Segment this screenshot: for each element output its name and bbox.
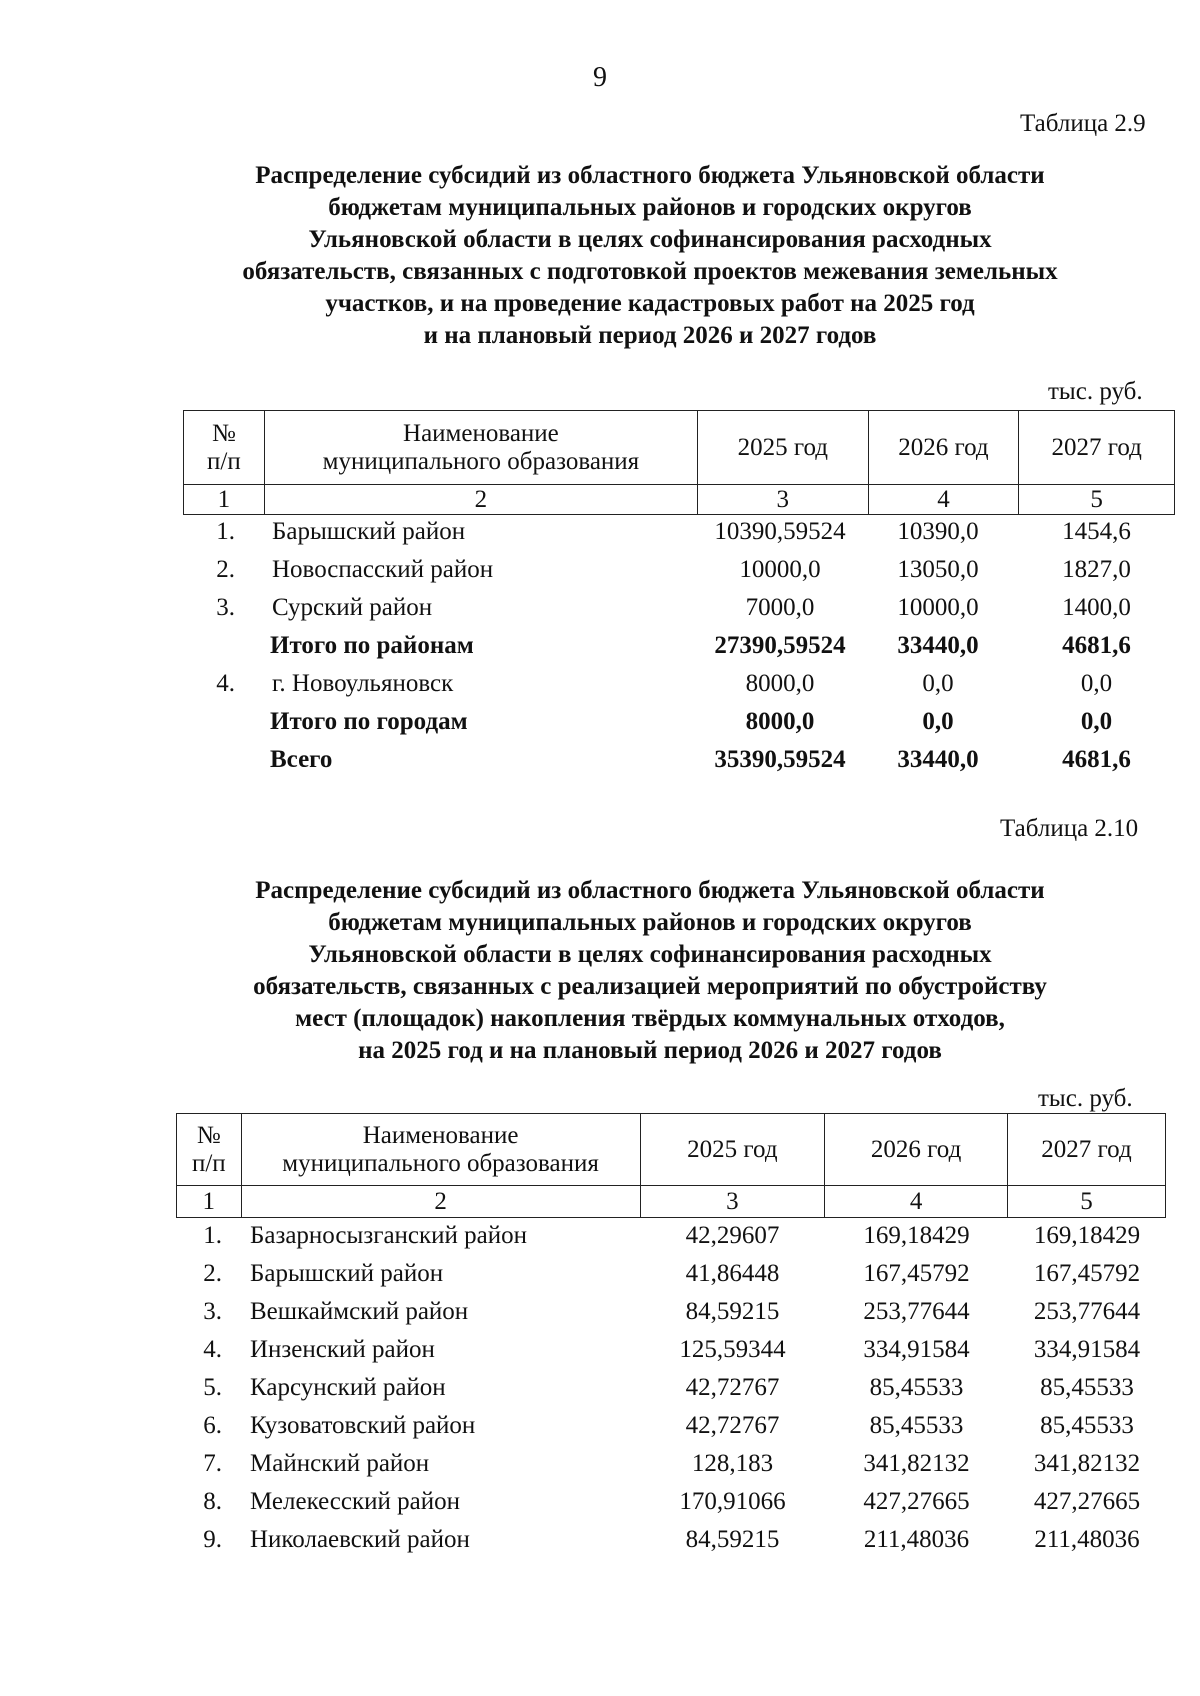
- row-2026: 85,45533: [869, 1412, 964, 1439]
- row-num: 3.: [203, 1298, 222, 1325]
- row-num: 9.: [203, 1526, 222, 1553]
- row-num: 2.: [203, 1260, 222, 1287]
- table-row: [0, 1374, 1200, 1412]
- header-index: 5: [1019, 485, 1175, 515]
- row-name: Всего: [270, 746, 333, 773]
- table-row: [0, 594, 1200, 632]
- table-row: [0, 1298, 1200, 1336]
- title-line: обязательств, связанных с подготовкой проектов межевания земельных: [242, 258, 1058, 285]
- row-name: Итого по районам: [270, 632, 474, 659]
- header-index: 1: [184, 485, 265, 515]
- header-index: 4: [825, 1186, 1008, 1218]
- table-2-9-unit: тыс. руб.: [1048, 378, 1143, 405]
- row-2025: 42,72767: [685, 1412, 780, 1439]
- row-2025: 41,86448: [685, 1260, 780, 1287]
- row-2025: 84,59215: [685, 1526, 780, 1553]
- row-2025: 170,91066: [679, 1488, 786, 1515]
- row-2026: 10000,0: [897, 594, 979, 621]
- table-2-9-body: [0, 518, 1200, 784]
- header-index: 1: [177, 1186, 242, 1218]
- row-2025: 42,72767: [685, 1374, 780, 1401]
- table-2-9-label: Таблица 2.9: [1020, 110, 1146, 137]
- row-2025: 27390,59524: [714, 632, 846, 659]
- table-2-9-title: [150, 160, 1150, 352]
- table-row: [0, 1336, 1200, 1374]
- row-2026: 33440,0: [897, 746, 979, 773]
- title-line: бюджетам муниципальных районов и городских округов: [328, 909, 972, 936]
- title-line: Ульяновской области в целях софинансирования расходных: [308, 226, 992, 253]
- row-2027: 341,82132: [1033, 1450, 1141, 1477]
- row-2026: 341,82132: [863, 1450, 970, 1477]
- row-2025: 10000,0: [739, 556, 821, 583]
- header-2026: 2026 год: [868, 411, 1019, 485]
- table-row: [0, 1412, 1200, 1450]
- table-2-9-header: [183, 410, 1175, 515]
- row-name: Вешкаймский район: [250, 1298, 469, 1325]
- row-2025: 7000,0: [745, 594, 815, 621]
- row-num: 1.: [203, 1222, 222, 1249]
- row-name: Барышский район: [272, 518, 466, 545]
- row-2027: 334,91584: [1033, 1336, 1141, 1363]
- row-2025: 10390,59524: [714, 518, 846, 545]
- header-num: № п/п: [184, 411, 265, 485]
- row-num: 3.: [216, 594, 235, 621]
- header-2026: 2026 год: [825, 1114, 1008, 1186]
- row-name: Мелекесский район: [250, 1488, 461, 1515]
- row-2027: 169,18429: [1033, 1222, 1141, 1249]
- row-2026: 334,91584: [863, 1336, 970, 1363]
- header-name: Наименование муниципального образования: [264, 411, 697, 485]
- page-number: 9: [593, 62, 607, 93]
- row-name: Барышский район: [250, 1260, 444, 1287]
- table-2-10-header: [176, 1113, 1166, 1218]
- title-line: на 2025 год и на плановый период 2026 и 2027 годов: [358, 1037, 942, 1064]
- row-2026: 33440,0: [897, 632, 979, 659]
- header-2025: 2025 год: [640, 1114, 825, 1186]
- row-2026: 85,45533: [869, 1374, 964, 1401]
- header-index: 3: [698, 485, 869, 515]
- header-index: 3: [640, 1186, 825, 1218]
- row-2026: 13050,0: [897, 556, 979, 583]
- row-2026: 0,0: [922, 708, 954, 735]
- table-2-10-label: Таблица 2.10: [1000, 815, 1139, 842]
- row-2025: 8000,0: [745, 708, 815, 735]
- title-line: участков, и на проведение кадастровых работ на 2025 год: [325, 290, 975, 317]
- table-2-10-title: [150, 875, 1150, 1067]
- row-name: Кузоватовский район: [250, 1412, 476, 1439]
- row-num: 4.: [216, 670, 235, 697]
- row-2027: 0,0: [1080, 670, 1113, 697]
- title-line: Распределение субсидий из областного бюджета Ульяновской области: [255, 162, 1045, 189]
- row-2026: 253,77644: [863, 1298, 970, 1325]
- row-2027: 427,27665: [1033, 1488, 1141, 1515]
- row-name: г. Новоульяновск: [272, 670, 454, 697]
- title-line: Распределение субсидий из областного бюджета Ульяновской области: [255, 877, 1045, 904]
- header-index: 5: [1007, 1186, 1165, 1218]
- row-2027: 1400,0: [1062, 594, 1131, 621]
- table-row: [0, 670, 1200, 708]
- row-num: 2.: [216, 556, 235, 583]
- row-num: 5.: [203, 1374, 222, 1401]
- row-2027: 4681,6: [1062, 632, 1131, 659]
- row-2027: 253,77644: [1033, 1298, 1141, 1325]
- row-2025: 128,183: [691, 1450, 774, 1477]
- row-num: 7.: [203, 1450, 222, 1477]
- header-index: 2: [264, 485, 697, 515]
- table-row: [0, 1222, 1200, 1260]
- title-line: Ульяновской области в целях софинансирования расходных: [308, 941, 992, 968]
- row-2026: 427,27665: [863, 1488, 970, 1515]
- row-name: Базарносызганский район: [250, 1222, 528, 1249]
- row-2026: 169,18429: [863, 1222, 970, 1249]
- header-2027: 2027 год: [1007, 1114, 1165, 1186]
- row-name: Новоспасский район: [272, 556, 494, 583]
- row-2027: 85,45533: [1040, 1374, 1134, 1401]
- header-index: 4: [868, 485, 1019, 515]
- row-2026: 211,48036: [863, 1526, 970, 1553]
- row-num: 8.: [203, 1488, 222, 1515]
- table-2-10-unit: тыс. руб.: [1038, 1085, 1133, 1112]
- row-num: 1.: [216, 518, 235, 545]
- table-row: [0, 1260, 1200, 1298]
- header-name: Наименование муниципального образования: [241, 1114, 640, 1186]
- title-line: бюджетам муниципальных районов и городских округов: [328, 194, 972, 221]
- header-2025: 2025 год: [698, 411, 869, 485]
- table-row: [0, 518, 1200, 556]
- row-2026: 0,0: [922, 670, 954, 697]
- row-2027: 211,48036: [1034, 1526, 1140, 1553]
- row-2027: 4681,6: [1062, 746, 1131, 773]
- row-2025: 8000,0: [745, 670, 815, 697]
- table-row: [0, 556, 1200, 594]
- header-2027: 2027 год: [1019, 411, 1175, 485]
- row-2026: 167,45792: [863, 1260, 970, 1287]
- row-name: Сурский район: [272, 594, 433, 621]
- table-row: [0, 1526, 1200, 1564]
- row-name: Карсунский район: [250, 1374, 446, 1401]
- table-row-subtotal: [0, 708, 1200, 746]
- row-name: Николаевский район: [250, 1526, 470, 1553]
- title-line: мест (площадок) накопления твёрдых коммунальных отходов,: [295, 1005, 1005, 1032]
- row-2027: 85,45533: [1040, 1412, 1134, 1439]
- row-name: Майнский район: [250, 1450, 430, 1477]
- row-2027: 0,0: [1080, 708, 1113, 735]
- row-2025: 35390,59524: [714, 746, 846, 773]
- header-index: 2: [241, 1186, 640, 1218]
- row-2027: 1454,6: [1062, 518, 1131, 545]
- row-2027: 167,45792: [1033, 1260, 1141, 1287]
- table-2-10-body: [0, 1222, 1200, 1564]
- table-row: [0, 1450, 1200, 1488]
- table-row-subtotal: [0, 632, 1200, 670]
- row-2027: 1827,0: [1062, 556, 1131, 583]
- row-num: 6.: [203, 1412, 222, 1439]
- row-2025: 84,59215: [685, 1298, 780, 1325]
- table-row-total: [0, 746, 1200, 784]
- row-2026: 10390,0: [897, 518, 979, 545]
- table-row: [0, 1488, 1200, 1526]
- row-2025: 125,59344: [679, 1336, 786, 1363]
- row-name: Инзенский район: [250, 1336, 435, 1363]
- header-num: № п/п: [177, 1114, 242, 1186]
- row-num: 4.: [203, 1336, 222, 1363]
- title-line: и на плановый период 2026 и 2027 годов: [423, 322, 877, 349]
- row-name: Итого по городам: [270, 708, 468, 735]
- title-line: обязательств, связанных с реализацией мероприятий по обустройству: [253, 973, 1047, 1000]
- row-2025: 42,29607: [685, 1222, 780, 1249]
